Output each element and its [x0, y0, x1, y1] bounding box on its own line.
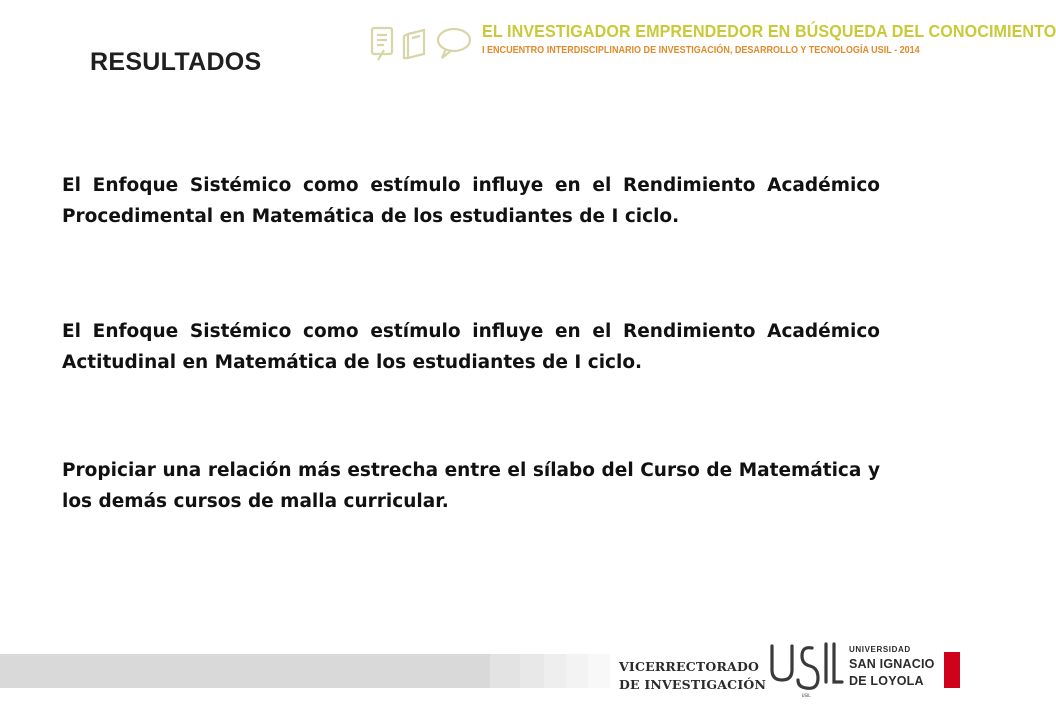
paragraph-3: Propiciar una relación más estrecha entre el sílabo del Curso de Matemática y los demás cursos de malla curricular.: [62, 460, 880, 512]
paragraph-2: El Enfoque Sistémico como estímulo influye en el Rendimiento Académico Actitudinal en Matemática de los estudiantes de I ciclo.: [62, 321, 880, 373]
speech-bubble-icon: [438, 29, 470, 58]
footer-gray-band: [0, 654, 610, 688]
header-subtitle: I ENCUENTRO INTERDISCIPLINARIO DE INVESTIGACIÓN, DESARROLLO Y TECNOLOGÍA USIL - 2014: [482, 44, 920, 56]
logo-wordmark: USIL: [801, 693, 811, 698]
header-banner: [482, 20, 1056, 58]
vice-line-2: DE INVESTIGACIÓN: [619, 677, 767, 692]
book-icon: [404, 30, 424, 58]
vice-line-1: VICERRECTORADO: [619, 659, 760, 674]
univ-small-label: UNIVERSIDAD: [849, 645, 911, 654]
page-title: RESULTADOS: [90, 48, 262, 76]
usil-logo: [768, 636, 844, 698]
header-icons: [368, 24, 478, 64]
paragraph-1: El Enfoque Sistémico como estímulo influye en el Rendimiento Académico Procedimental en Matemática de los estudiantes de I ciclo.: [62, 175, 880, 227]
univ-line-2: DE LOYOLA: [849, 674, 924, 688]
document-icon: [372, 28, 392, 60]
vicerrectorado-label: [619, 658, 766, 694]
red-accent-bar: [944, 652, 960, 688]
header-title: EL INVESTIGADOR EMPRENDEDOR EN BÚSQUEDA DEL CONOCIMIENTO: [482, 21, 1056, 41]
univ-line-1: SAN IGNACIO: [849, 657, 935, 671]
university-name: [849, 644, 935, 690]
